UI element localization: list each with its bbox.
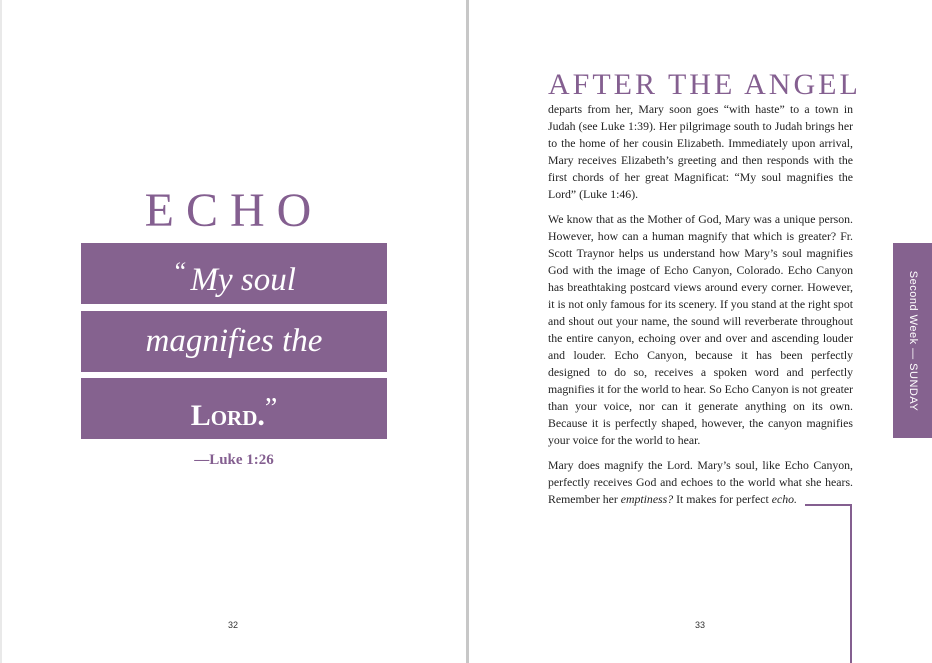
quote-box-line-3: [81, 378, 387, 439]
paragraph-3: [548, 457, 853, 508]
body-text: [548, 101, 853, 516]
section-side-tab: [893, 243, 932, 438]
chapter-title: AFTER THE ANGEL: [548, 68, 861, 101]
open-quote-mark: “: [172, 257, 187, 286]
echo-emphasis: echo.: [771, 492, 797, 506]
quote-box-line-1: [81, 243, 387, 304]
emptiness-emphasis: emptiness?: [620, 492, 674, 506]
page-number-left: 32: [228, 620, 239, 630]
right-page: [469, 0, 932, 663]
quote-line-2: magnifies the: [145, 323, 323, 359]
end-rule-horizontal: [805, 504, 852, 506]
scripture-attribution: —Luke 1:26: [194, 452, 274, 468]
paragraph-2: We know that as the Mother of God, Mary was a unique person. However, how can a human magnify that which is greater? Fr. Scott Traynor helps us understand how Mary’s soul magnifies God with the image of Echo Canyon, Colorado. Echo Canyon has breathtaking postcard views around every corner. However, it is not only famous for its scenery. If you stand at the right spot and shout out your name, the sound will reverberate throughout the entire canyon, echoing over and over and ascending louder and louder. Echo Canyon, because it has been perfectly designed to do so, receives a spoken word and perfectly magnifies it for the world to hear. So Echo Canyon is not greater than your voice, nor can it generate anything on its own. Because it is perfectly shaped, however, the canyon magnifies your voice for the world to hear.: [548, 212, 854, 447]
quote-line-1: My soul: [190, 262, 296, 298]
paragraph-3-text-b: It makes for perfect: [673, 492, 772, 506]
paragraph-3-text-a: Mary does magnify the Lord. Mary’s soul, like Echo Canyon, perfectly receives God and echoes to the world what she hears. Remember her: [548, 458, 853, 506]
paragraph-1: departs from her, Mary soon goes “with haste” to a town in Judah (see Luke 1:39). Her pilgrimage south to Judah brings her to the home of her cousin Elizabeth. Immediately upon arrival, Mary receives Elizabeth’s greeting and then responds with the first chords of her great Magnificat: “My soul magnifies the Lord” (Luke 1:46).: [548, 102, 853, 201]
left-page: [2, 0, 467, 663]
page-number-right: 33: [695, 620, 706, 630]
echo-title: ECHO: [144, 184, 324, 237]
quote-box-line-2: [81, 311, 387, 372]
end-rule-vertical: [850, 504, 852, 663]
close-quote-mark: ”: [264, 393, 278, 424]
section-side-tab-label: Second Week — SUNDAY: [906, 270, 919, 411]
quote-line-3: Lord.: [190, 399, 265, 432]
